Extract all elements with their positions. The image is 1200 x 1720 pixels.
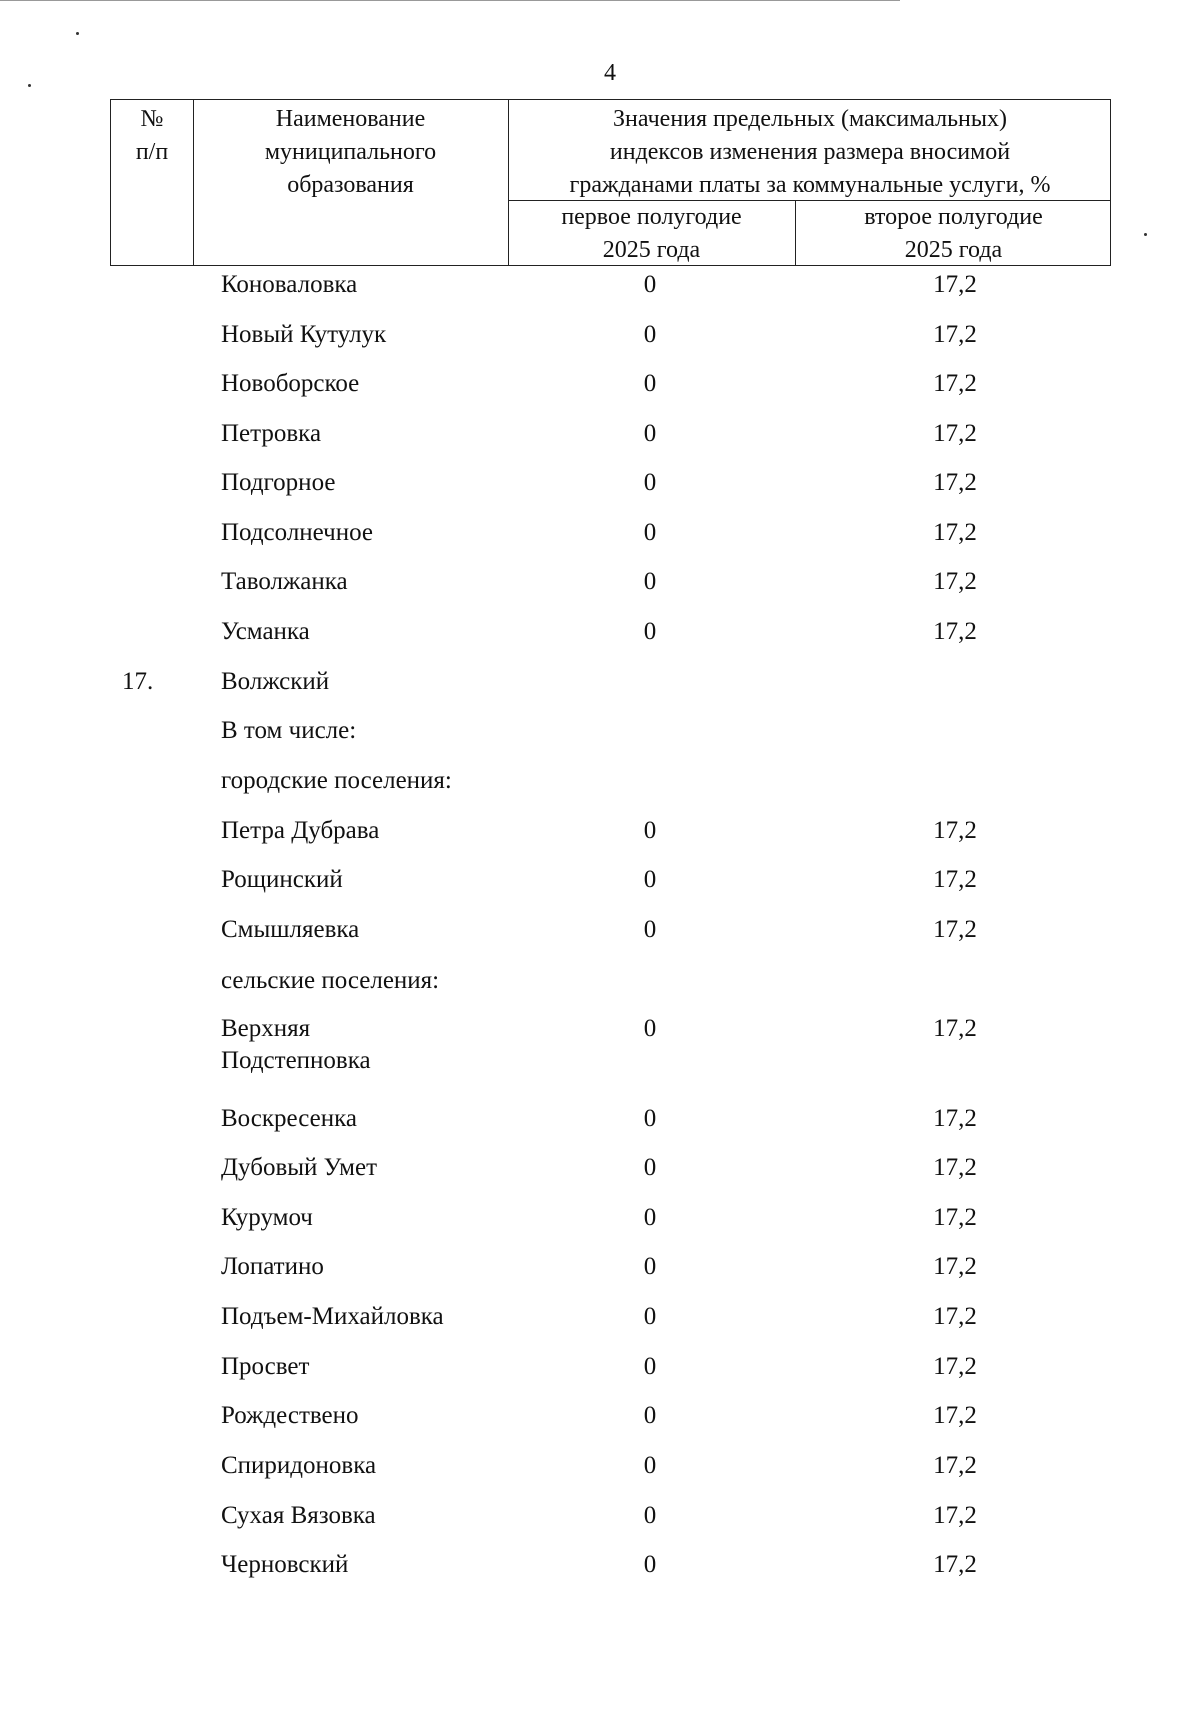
scan-speck <box>76 32 79 35</box>
municipality-name-line: Рощинский <box>221 866 343 893</box>
value-second-half: 17,2 <box>933 1402 977 1429</box>
value-first-half: 0 <box>643 321 657 348</box>
municipality-name <box>221 1152 511 1184</box>
municipality-name <box>221 1549 511 1581</box>
municipality-name <box>221 319 511 351</box>
municipality-name-line: Спиридоновка <box>221 1452 377 1479</box>
municipality-name <box>221 1013 511 1077</box>
value-second-half: 17,2 <box>933 817 977 844</box>
value-second-half: 17,2 <box>933 1154 977 1181</box>
municipality-name <box>221 765 511 797</box>
value-second-half: 17,2 <box>933 271 977 298</box>
municipality-name <box>221 1351 511 1383</box>
value-first-half: 0 <box>643 866 657 893</box>
header-col-values: Значения предельных (максимальных) индексов изменения размера вносимой гражданами платы за коммунальные услуги, % <box>569 106 1051 198</box>
value-first-half: 0 <box>643 1402 657 1429</box>
value-second-half: 17,2 <box>933 618 977 645</box>
value-second-half: 17,2 <box>933 1452 977 1479</box>
municipality-name <box>221 864 511 896</box>
row-number: 17. <box>122 668 154 695</box>
municipality-name-line: Верхняя <box>221 1015 311 1042</box>
municipality-name <box>221 715 511 747</box>
header-sub-second-half: второе полугодие 2025 года <box>864 204 1043 263</box>
municipality-name-line: Волжский <box>221 668 330 695</box>
page-number: 4 <box>604 60 616 86</box>
value-first-half: 0 <box>643 1204 657 1231</box>
value-first-half: 0 <box>643 1452 657 1479</box>
value-first-half: 0 <box>643 1353 657 1380</box>
scan-speck <box>1144 233 1147 236</box>
municipality-name-line: Петра Дубрава <box>221 817 380 844</box>
municipality-name <box>221 418 511 450</box>
value-first-half: 0 <box>643 1551 657 1578</box>
municipality-name-line: Курумоч <box>221 1204 313 1231</box>
municipality-name <box>221 517 511 549</box>
value-first-half: 0 <box>643 568 657 595</box>
value-first-half: 0 <box>643 1154 657 1181</box>
municipality-name <box>221 914 511 946</box>
municipality-name-line: Подгорное <box>221 469 336 496</box>
value-second-half: 17,2 <box>933 1015 977 1042</box>
municipality-name <box>221 1251 511 1283</box>
municipality-name-line: Коноваловка <box>221 271 358 298</box>
municipality-name-line: В том числе: <box>221 717 357 744</box>
value-second-half: 17,2 <box>933 1353 977 1380</box>
value-second-half: 17,2 <box>933 1204 977 1231</box>
municipality-name <box>221 1103 511 1135</box>
municipality-name-line: городские поселения: <box>221 767 452 794</box>
value-first-half: 0 <box>643 370 657 397</box>
municipality-name <box>221 368 511 400</box>
header-col-name: Наименование муниципального образования <box>264 106 437 198</box>
value-first-half: 0 <box>643 420 657 447</box>
municipality-name <box>221 965 511 997</box>
municipality-name-line: Рождествено <box>221 1402 359 1429</box>
value-second-half: 17,2 <box>933 1105 977 1132</box>
value-first-half: 0 <box>643 1105 657 1132</box>
municipality-name <box>221 566 511 598</box>
value-first-half: 0 <box>643 519 657 546</box>
value-second-half: 17,2 <box>933 866 977 893</box>
municipality-name <box>221 666 511 698</box>
municipality-name-line: Дубовый Умет <box>221 1154 378 1181</box>
municipality-name-line: Смышляевка <box>221 916 360 943</box>
value-second-half: 17,2 <box>933 519 977 546</box>
municipality-name-line: Новый Кутулук <box>221 321 387 348</box>
scan-edge-line <box>0 0 900 1</box>
value-second-half: 17,2 <box>933 916 977 943</box>
header-sub-first-half: первое полугодие 2025 года <box>561 204 742 263</box>
municipality-name <box>221 815 511 847</box>
municipality-name-line: Новоборское <box>221 370 360 397</box>
value-second-half: 17,2 <box>933 370 977 397</box>
municipality-name <box>221 616 511 648</box>
value-second-half: 17,2 <box>933 1303 977 1330</box>
value-second-half: 17,2 <box>933 568 977 595</box>
municipality-name <box>221 1202 511 1234</box>
municipality-name-line: Таволжанка <box>221 568 348 595</box>
value-first-half: 0 <box>643 916 657 943</box>
value-first-half: 0 <box>643 817 657 844</box>
municipality-name <box>221 1500 511 1532</box>
municipality-name-line: Просвет <box>221 1353 310 1380</box>
municipality-name-line: Подъем-Михайловка <box>221 1303 444 1330</box>
municipality-name-line: Черновский <box>221 1551 349 1578</box>
municipality-name <box>221 467 511 499</box>
value-second-half: 17,2 <box>933 1502 977 1529</box>
table-header <box>110 99 1111 266</box>
value-first-half: 0 <box>643 1015 657 1042</box>
value-first-half: 0 <box>643 271 657 298</box>
value-second-half: 17,2 <box>933 1253 977 1280</box>
municipality-name-line: Воскресенка <box>221 1105 357 1132</box>
value-second-half: 17,2 <box>933 1551 977 1578</box>
value-second-half: 17,2 <box>933 420 977 447</box>
municipality-name-line: Усманка <box>221 618 310 645</box>
value-first-half: 0 <box>643 618 657 645</box>
municipality-name-line: Лопатино <box>221 1253 324 1280</box>
municipality-name-line: сельские поселения: <box>221 967 440 994</box>
municipality-name-line: Сухая Вязовка <box>221 1502 376 1529</box>
value-second-half: 17,2 <box>933 321 977 348</box>
value-first-half: 0 <box>643 1253 657 1280</box>
value-first-half: 0 <box>643 1502 657 1529</box>
municipality-name <box>221 269 511 301</box>
value-second-half: 17,2 <box>933 469 977 496</box>
municipality-name <box>221 1301 511 1333</box>
municipality-name <box>221 1450 511 1482</box>
municipality-name-line: Подстепновка <box>221 1047 371 1074</box>
value-first-half: 0 <box>643 469 657 496</box>
municipality-name-line: Подсолнечное <box>221 519 374 546</box>
municipality-name-line: Петровка <box>221 420 322 447</box>
municipality-name <box>221 1400 511 1432</box>
header-col-number: № п/п <box>135 106 169 165</box>
value-first-half: 0 <box>643 1303 657 1330</box>
